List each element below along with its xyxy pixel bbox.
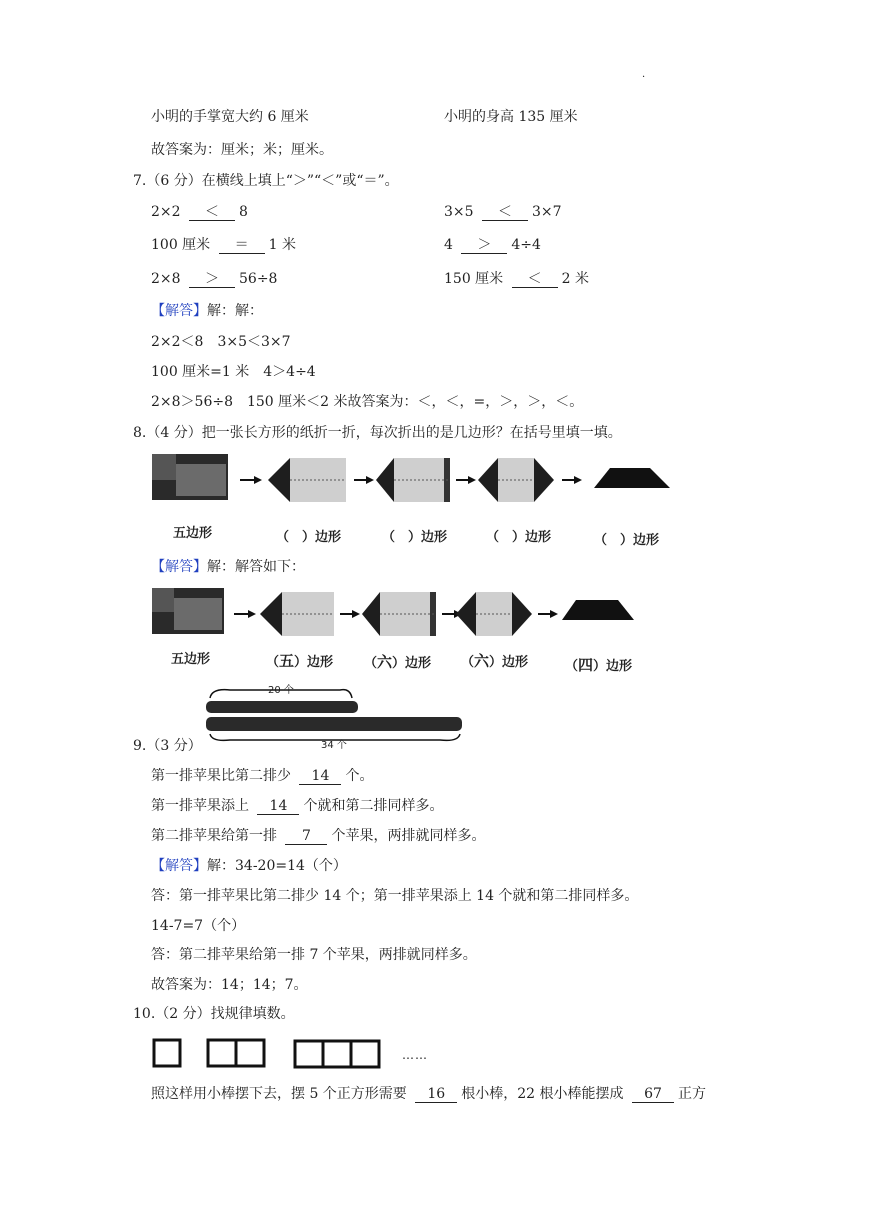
q8-label: （ ）边形 — [276, 530, 342, 545]
q8-title: 8.（4 分）把一张长方形的纸折一折，每次折出的是几边形？在括号里填一填。 — [133, 425, 622, 441]
folded-hexagon-2 — [362, 592, 436, 636]
handwritten-answer: 六 — [474, 652, 490, 670]
folded-pentagon — [152, 454, 228, 500]
q7-answer-blank: ＞ — [461, 237, 507, 254]
q7-item-3 — [151, 236, 296, 254]
q7-solution-line: 100 厘米=1 米 4＞4÷4 — [151, 364, 316, 380]
q9-line-2: 第一排苹果添上 14 个就和第二排同样多。 — [151, 798, 444, 814]
q8-label: （ ）边形 — [486, 530, 552, 545]
q6-answer: 故答案为：厘米；米；厘米。 — [151, 142, 333, 158]
folded-hexagon-1 — [260, 592, 334, 636]
q7-item-post: 56÷8 — [239, 271, 278, 287]
solution-tag: 【解答】 — [151, 858, 207, 874]
q7-solution-line: 2×8＞56÷8 150 厘米＜2 米故答案为：＜，＜，=，＞，＞，＜。 — [151, 394, 584, 410]
q7-solution — [151, 302, 263, 320]
q7-item-post: 3×7 — [532, 204, 562, 220]
q7-item-post: 1 米 — [268, 237, 296, 253]
q8-answer-label: （六）边形 — [364, 653, 432, 671]
q10-line-1: 照这样用小棒摆下去，摆 5 个正方形需要 16 根小棒，22 根小棒能摆成 67 正方 — [151, 1086, 706, 1102]
folded-hexagon-2 — [376, 458, 450, 502]
q9-solution-line: 故答案为：14；14；7。 — [151, 977, 308, 993]
q9-solution — [151, 857, 347, 875]
q8-label: （ ）边形 — [382, 530, 448, 545]
q9-line-1: 第一排苹果比第二排少 14 个。 — [151, 768, 374, 784]
q7-solution-line: 2×2＜8 3×5＜3×7 — [151, 334, 291, 350]
q9-answer-blank: 14 — [299, 768, 341, 785]
q7-item-pre: 100 厘米 — [151, 237, 211, 253]
row-2-bar — [206, 717, 462, 731]
q7-item-post: 2 米 — [561, 271, 589, 287]
two-squares — [208, 1040, 264, 1066]
q8-solution — [151, 558, 305, 576]
solution-tag: 【解答】 — [151, 303, 207, 319]
q7-item-pre: 4 — [444, 237, 453, 253]
q7-item-5 — [151, 270, 277, 288]
q9-solution-line: 14-7=7（个） — [151, 918, 246, 934]
q9-top-label: 20 个 — [268, 685, 294, 696]
q9-solution-line: 答：第一排苹果比第二排少 14 个；第一排苹果添上 14 个就和第二排同样多。 — [151, 888, 639, 904]
q10-answer-blank: 67 — [632, 1086, 674, 1103]
q7-answer-blank: ＜ — [189, 204, 235, 221]
q9-line-3: 第二排苹果给第一排 7 个苹果，两排就同样多。 — [151, 828, 486, 844]
folded-hexagon-3 — [456, 592, 532, 636]
q8-answer-label: （六）边形 — [461, 652, 529, 670]
folded-quadrilateral — [594, 468, 670, 488]
q6-line-left: 小明的手掌宽大约 6 厘米 — [151, 109, 309, 125]
q7-item-pre: 2×2 — [151, 204, 181, 220]
solution-lead: 解：解答如下： — [207, 559, 305, 575]
q7-item-post: 8 — [239, 204, 248, 220]
q7-answer-blank: ＜ — [512, 271, 558, 288]
folded-hexagon-3 — [478, 458, 554, 502]
q10-ellipsis: …… — [402, 1048, 428, 1062]
handwritten-answer: 六 — [377, 653, 393, 671]
q7-answer-blank: ＝ — [219, 237, 265, 254]
q7-title: 7.（6 分）在横线上填上“＞”“＜”或“＝”。 — [133, 173, 399, 189]
q6-line-right: 小明的身高 135 厘米 — [444, 109, 578, 125]
q7-item-2 — [444, 203, 562, 221]
q7-item-pre: 150 厘米 — [444, 271, 504, 287]
q8-answer-figure — [150, 584, 640, 636]
q7-item-post: 4÷4 — [511, 237, 541, 253]
folded-quadrilateral — [562, 600, 634, 620]
one-square — [154, 1040, 180, 1066]
solution-tag: 【解答】 — [151, 559, 207, 575]
q7-item-pre: 2×8 — [151, 271, 181, 287]
q7-answer-blank: ＜ — [482, 204, 528, 221]
q8-label: 五边形 — [173, 526, 213, 541]
q8-label: （ ）边形 — [594, 533, 660, 548]
q10-answer-blank: 16 — [415, 1086, 457, 1103]
q7-item-1 — [151, 203, 248, 221]
handwritten-answer: 四 — [578, 656, 594, 674]
q8-folding-figure — [150, 450, 675, 502]
solution-lead: 解：解： — [207, 303, 263, 319]
q9-bottom-label: 34 个 — [321, 740, 347, 751]
page-mark: · — [642, 72, 646, 83]
solution-lead: 解：34-20=14（个） — [207, 858, 347, 874]
handwritten-answer: 五 — [279, 652, 295, 670]
q9-answer-blank: 14 — [257, 798, 299, 815]
q8-answer-label: 五边形 — [171, 652, 211, 667]
three-squares — [295, 1041, 379, 1067]
q9-answer-blank: 7 — [285, 828, 327, 845]
q9-solution-line: 答：第二排苹果给第一排 7 个苹果，两排就同样多。 — [151, 947, 477, 963]
folded-pentagon — [152, 588, 224, 634]
q7-item-4 — [444, 236, 541, 254]
q7-item-pre: 3×5 — [444, 204, 474, 220]
folded-hexagon-1 — [268, 458, 346, 502]
row-1-bar — [206, 701, 358, 713]
q10-title: 10.（2 分）找规律填数。 — [133, 1006, 295, 1022]
q8-answer-label: （五）边形 — [266, 652, 334, 670]
q8-answer-label: （四）边形 — [565, 656, 633, 674]
q9-title: 9.（3 分） — [133, 738, 202, 754]
q7-item-6 — [444, 270, 589, 288]
q7-answer-blank: ＞ — [189, 271, 235, 288]
